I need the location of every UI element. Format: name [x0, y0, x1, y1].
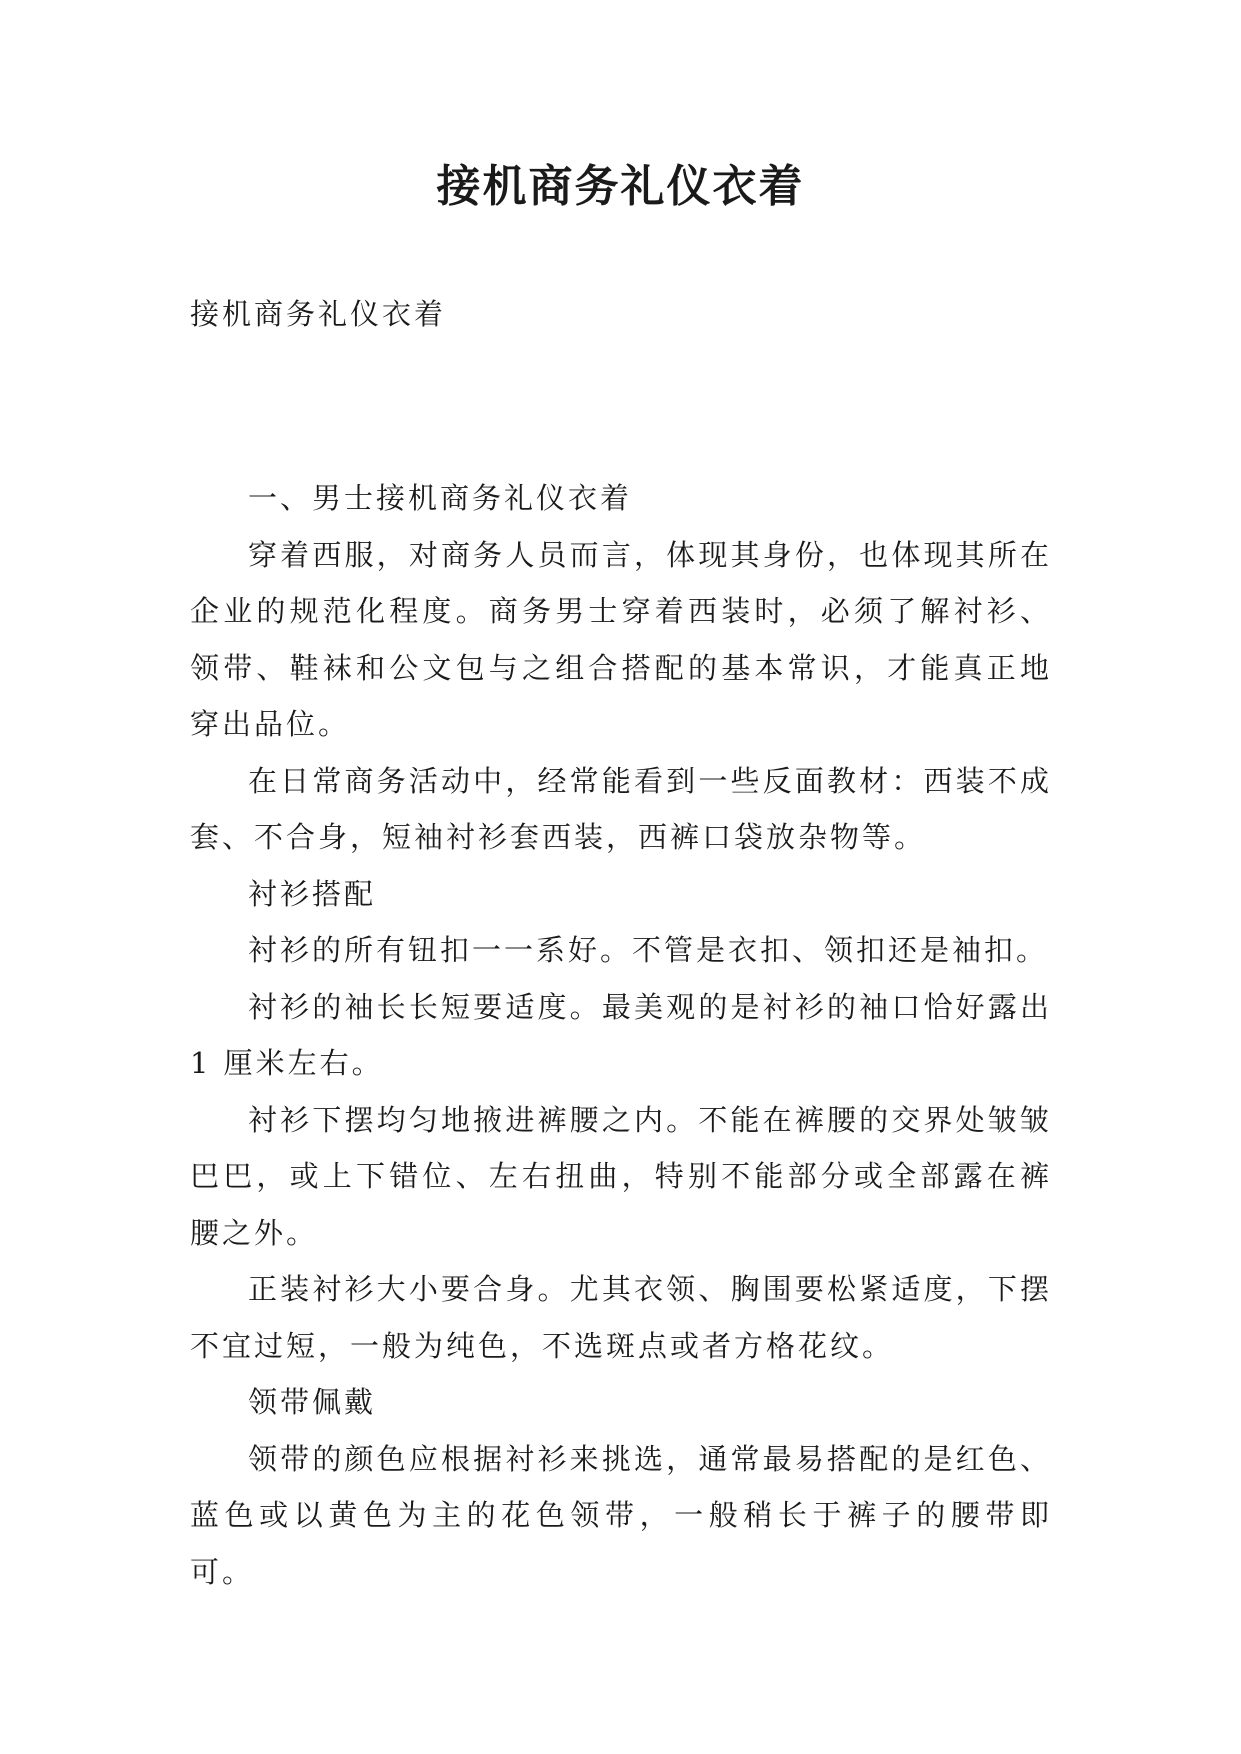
paragraph: 衬衫下摆均匀地掖进裤腰之内。不能在裤腰的交界处皱皱巴巴，或上下错位、左右扭曲，特别不能部分或全部露在裤腰之外。 — [190, 1102, 1052, 1250]
paragraph: 正装衬衫大小要合身。尤其衣领、胸围要松紧适度，下摆不宜过短，一般为纯色，不选斑点或者方格花纹。 — [190, 1272, 1052, 1363]
document-body — [190, 470, 1052, 1600]
document-subtitle: 接机商务礼仪衣着 — [190, 297, 447, 331]
section-heading: 一、男士接机商务礼仪衣着 — [248, 481, 633, 515]
paragraph: 穿着西服，对商务人员而言，体现其身份，也体现其所在企业的规范化程度。商务男士穿着西装时，必须了解衬衫、领带、鞋袜和公文包与之组合搭配的基本常识，才能真正地穿出品位。 — [190, 537, 1052, 741]
paragraph: 领带的颜色应根据衬衫来挑选，通常最易搭配的是红色、蓝色或以黄色为主的花色领带，一般稍长于裤子的腰带即可。 — [190, 1441, 1052, 1589]
paragraph: 衬衫的袖长长短要适度。最美观的是衬衫的袖口恰好露出 1 厘米左右。 — [190, 989, 1052, 1080]
page-title: 接机商务礼仪衣着 — [436, 161, 805, 212]
subsection-heading: 领带佩戴 — [248, 1385, 377, 1419]
paragraph: 衬衫的所有钮扣一一系好。不管是衣扣、领扣还是袖扣。 — [248, 933, 1049, 967]
subsection-heading: 衬衫搭配 — [248, 876, 377, 911]
paragraph: 在日常商务活动中，经常能看到一些反面教材：西装不成套、不合身，短袖衬衫套西装，西裤口袋放杂物等。 — [190, 763, 1052, 854]
